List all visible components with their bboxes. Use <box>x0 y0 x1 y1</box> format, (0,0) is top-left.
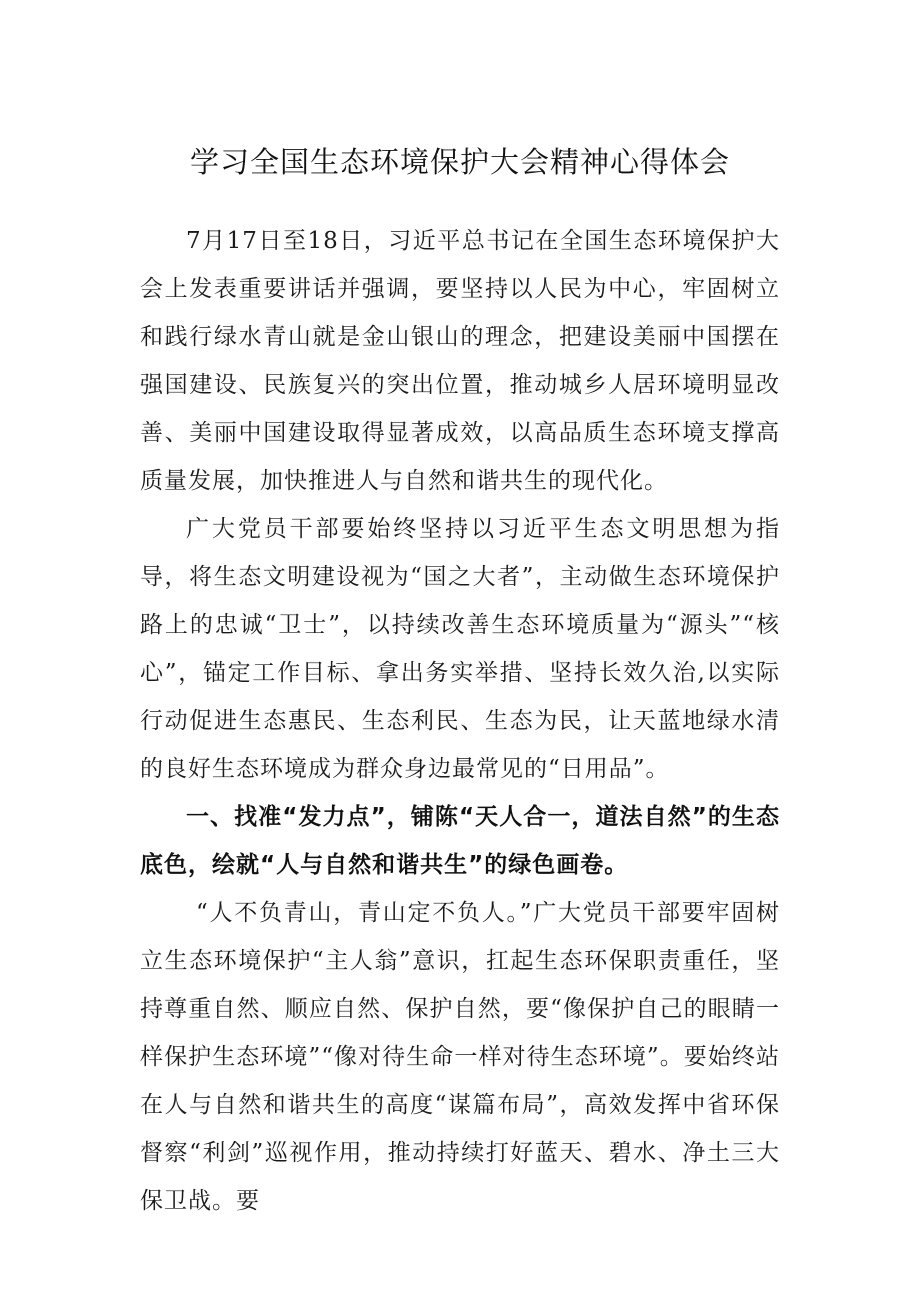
document-title: 学习全国生态环境保护大会精神心得体会 <box>189 145 730 179</box>
section-1-paragraph: “人不负青山，青山定不负人。”广大党员干部要牢固树立生态环境保护“主人翁”意识，扛起生态环保职责重任，坚持尊重自然、顺应自然、保护自然，要“像保护自己的眼睛一样保护生态环境”“像对待生命一样对待生态环境”。要始终站在人与自然和谐共生的高度“谋篇布局”，高效发挥中省环保督察“利剑”巡视作用，推动持续打好蓝天、碧水、净土三大保卫战。要 <box>140 900 780 1214</box>
section-heading-1: 一、找准“发力点”，铺陈“天人合一，道法自然”的生态底色，绘就“人与自然和谐共生”的绿色画卷。 <box>140 804 780 878</box>
body-paragraph-1: 7月17日至18日，习近平总书记在全国生态环境保护大会上发表重要讲话并强调，要坚持以人民为中心，牢固树立和践行绿水青山就是金山银山的理念，把建设美丽中国摆在强国建设、民族复兴的突出位置，推动城乡人居环境明显改善、美丽中国建设取得显著成效，以高品质生态环境支撑高质量发展，加快推进人与自然和谐共生的现代化。 <box>140 228 780 494</box>
body-paragraph-2: 广大党员干部要始终坚持以习近平生态文明思想为指导，将生态文明建设视为“国之大者”，主动做生态环境保护路上的忠诚“卫士”，以持续改善生态环境质量为“源头”“核心”，锚定工作目标、拿出务实举措、坚持长效久治,以实际行动促进生态惠民、生态利民、生态为民，让天蓝地绿水清的良好生态环境成为群众身边最常见的“日用品”。 <box>140 516 780 782</box>
